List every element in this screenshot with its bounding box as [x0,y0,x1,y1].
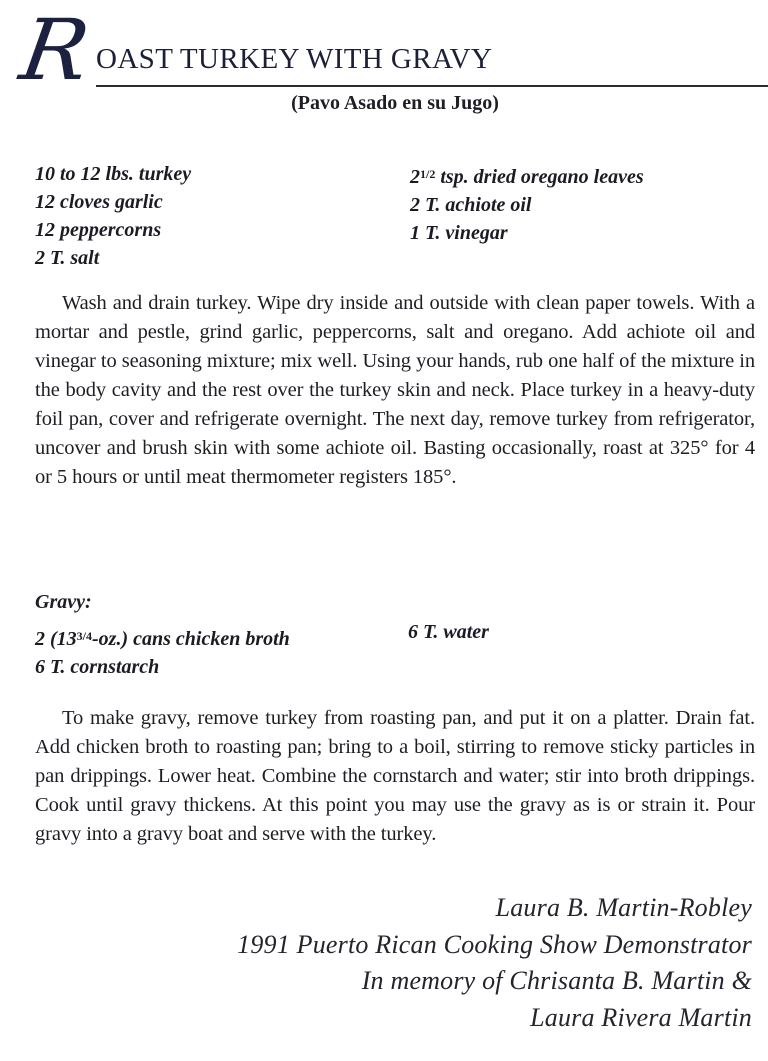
title-drop-cap: R [14,1,92,99]
ingredient-item: 12 cloves garlic [35,191,163,213]
gravy-ingredient-column-left [35,622,290,681]
ingredient-fraction: 3/4 [76,629,93,643]
attribution-title: 1991 Puerto Rican Cooking Show Demonstrator [237,929,752,959]
attribution-author: Laura B. Martin-Robley [495,893,752,922]
ingredient-item: 6 T. cornstarch [35,656,160,678]
title-text: OAST TURKEY WITH GRAVY [96,43,493,75]
ingredient-item [35,622,290,653]
gravy-ingredient-column-right [408,618,489,646]
recipe-subtitle: (Pavo Asado en su Jugo) [291,92,499,114]
attribution-memorial: In memory of Chrisanta B. Martin & [361,966,752,995]
ingredient-item: 12 peppercorns [35,219,162,241]
ingredient-fraction: 1/2 [420,167,436,181]
gravy-instructions-paragraph: To make gravy, remove turkey from roasting pan, and put it on a platter. Drain fat. Add chicken broth to roasting pan; bring to a boil, stirring to remove sticky particles in pan drippings. Lower heat. Combine the cornstarch and water; stir into broth drippings. Cook until gravy thickens. At this point you may use the gravy as is or strain it. Pour gravy into a gravy boat and serve with the turkey. [35,707,755,845]
instructions-paragraph: Wash and drain turkey. Wipe dry inside and outside with clean paper towels. With a mortar and pestle, grind garlic, peppercorns, salt and oregano. Add achiote oil and vinegar to seasoning mixture; mix well. Using your hands, rub one half of the mixture in the body cavity and the rest over the turkey skin and neck. Place turkey in a heavy-duty foil pan, cover and refrigerate overnight. The next day, remove turkey from refrigerator, uncover and brush skin with some achiote oil. Basting occasionally, roast at 325° for 4 or 5 hours or until meat thermometer registers 185°. [35,292,755,488]
ingredient-item: 10 to 12 lbs. turkey [35,163,192,185]
ingredient-column-right [410,160,644,247]
attribution-block [237,890,752,1036]
ingredient-item [410,160,644,191]
ingredient-text: tsp. dried oregano leaves [435,166,644,188]
ingredient-quantity: 2 [410,166,420,188]
ingredient-item: 1 T. vinegar [410,222,508,244]
ingredient-quantity: 2 (13 [35,628,77,650]
recipe-title [14,1,768,99]
ingredient-item: 2 T. salt [35,247,100,269]
title-underline-rule [96,85,768,87]
ingredient-item: 6 T. water [408,621,489,643]
ingredient-text: -oz.) cans chicken broth [92,628,290,650]
ingredient-column-left [35,160,191,272]
gravy-heading: Gravy: [35,591,92,613]
attribution-memorial-name: Laura Rivera Martin [530,1002,752,1032]
ingredient-item: 2 T. achiote oil [410,194,532,216]
